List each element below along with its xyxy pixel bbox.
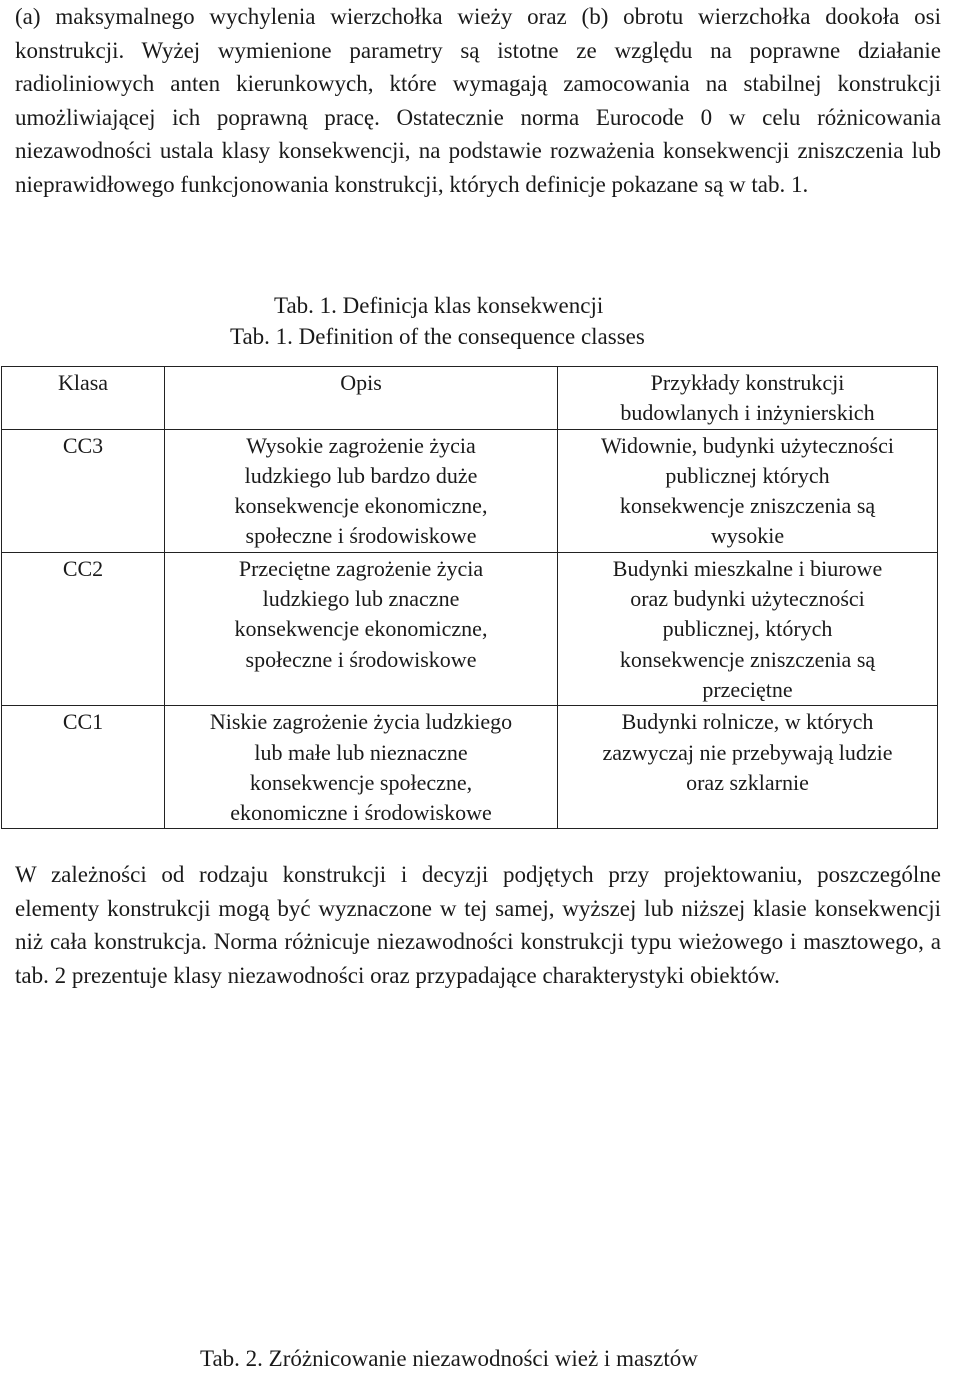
table-1-caption-polish: Tab. 1. Definicja klas konsekwencji (274, 293, 604, 318)
body-paragraph-bottom: W zależności od rodzaju konstrukcji i decyzji podjętych przy projektowaniu, poszczególne elementy konstrukcji mogą być wyznaczone w tej samej, wyższej lub niższej klasie konsekwencji niż cała konstrukcja. Norma różnicuje niezawodności konstrukcji typu wieżowego i masztowego, a tab. 2 prezentuje klasy niezawodności oraz przypadające charakterystyki obiektów. (15, 862, 941, 988)
header-opis: Opis (165, 367, 558, 430)
cell-klasa: CC3 (2, 429, 165, 552)
table-row (2, 552, 938, 705)
table-row (2, 706, 938, 829)
cell-opis: Niskie zagrożenie życia ludzkiego lub małe lub nieznaczne konsekwencje społeczne, ekonomiczne i środowiskowe (165, 706, 558, 829)
table-1-caption (0, 290, 960, 352)
cell-przyklady: Budynki rolnicze, w których zazwyczaj nie przebywają ludzie oraz szklarnie (558, 706, 938, 829)
consequence-classes-table (1, 366, 938, 829)
header-klasa: Klasa (2, 367, 165, 430)
cell-opis: Przeciętne zagrożenie życia ludzkiego lub znaczne konsekwencje ekonomiczne, społeczne i środowiskowe (165, 552, 558, 705)
cell-przyklady: Budynki mieszkalne i biurowe oraz budynki użyteczności publicznej, których konsekwencje zniszczenia są przeciętne (558, 552, 938, 705)
cell-przyklady: Widownie, budynki użyteczności publicznej których konsekwencje zniszczenia są wysokie (558, 429, 938, 552)
table-row (2, 429, 938, 552)
cell-klasa: CC2 (2, 552, 165, 705)
table-header-row (2, 367, 938, 430)
header-przyklady: Przykłady konstrukcji budowlanych i inżynierskich (558, 367, 938, 430)
table-2-caption: Tab. 2. Zróżnicowanie niezawodności wież i masztów (200, 1346, 698, 1371)
cell-opis: Wysokie zagrożenie życia ludzkiego lub bardzo duże konsekwencje ekonomiczne, społeczne i środowiskowe (165, 429, 558, 552)
table-1-caption-english: Tab. 1. Definition of the consequence classes (230, 324, 645, 349)
cell-klasa: CC1 (2, 706, 165, 829)
body-paragraph-top: (a) maksymalnego wychylenia wierzchołka wieży oraz (b) obrotu wierzchołka dookoła osi konstrukcji. Wyżej wymienione parametry są istotne ze względu na poprawne działanie radioliniowych anten kierunkowych, które wymagają zamocowania na stabilnej konstrukcji umożliwiającej ich poprawną pracę. Ostatecznie norma Eurocode 0 w celu różnicowania niezawodności ustala klasy konsekwencji, na podstawie rozważenia konsekwencji zniszczenia lub nieprawidłowego funkcjonowania konstrukcji, których definicje pokazane są w tab. 1. (15, 4, 941, 197)
